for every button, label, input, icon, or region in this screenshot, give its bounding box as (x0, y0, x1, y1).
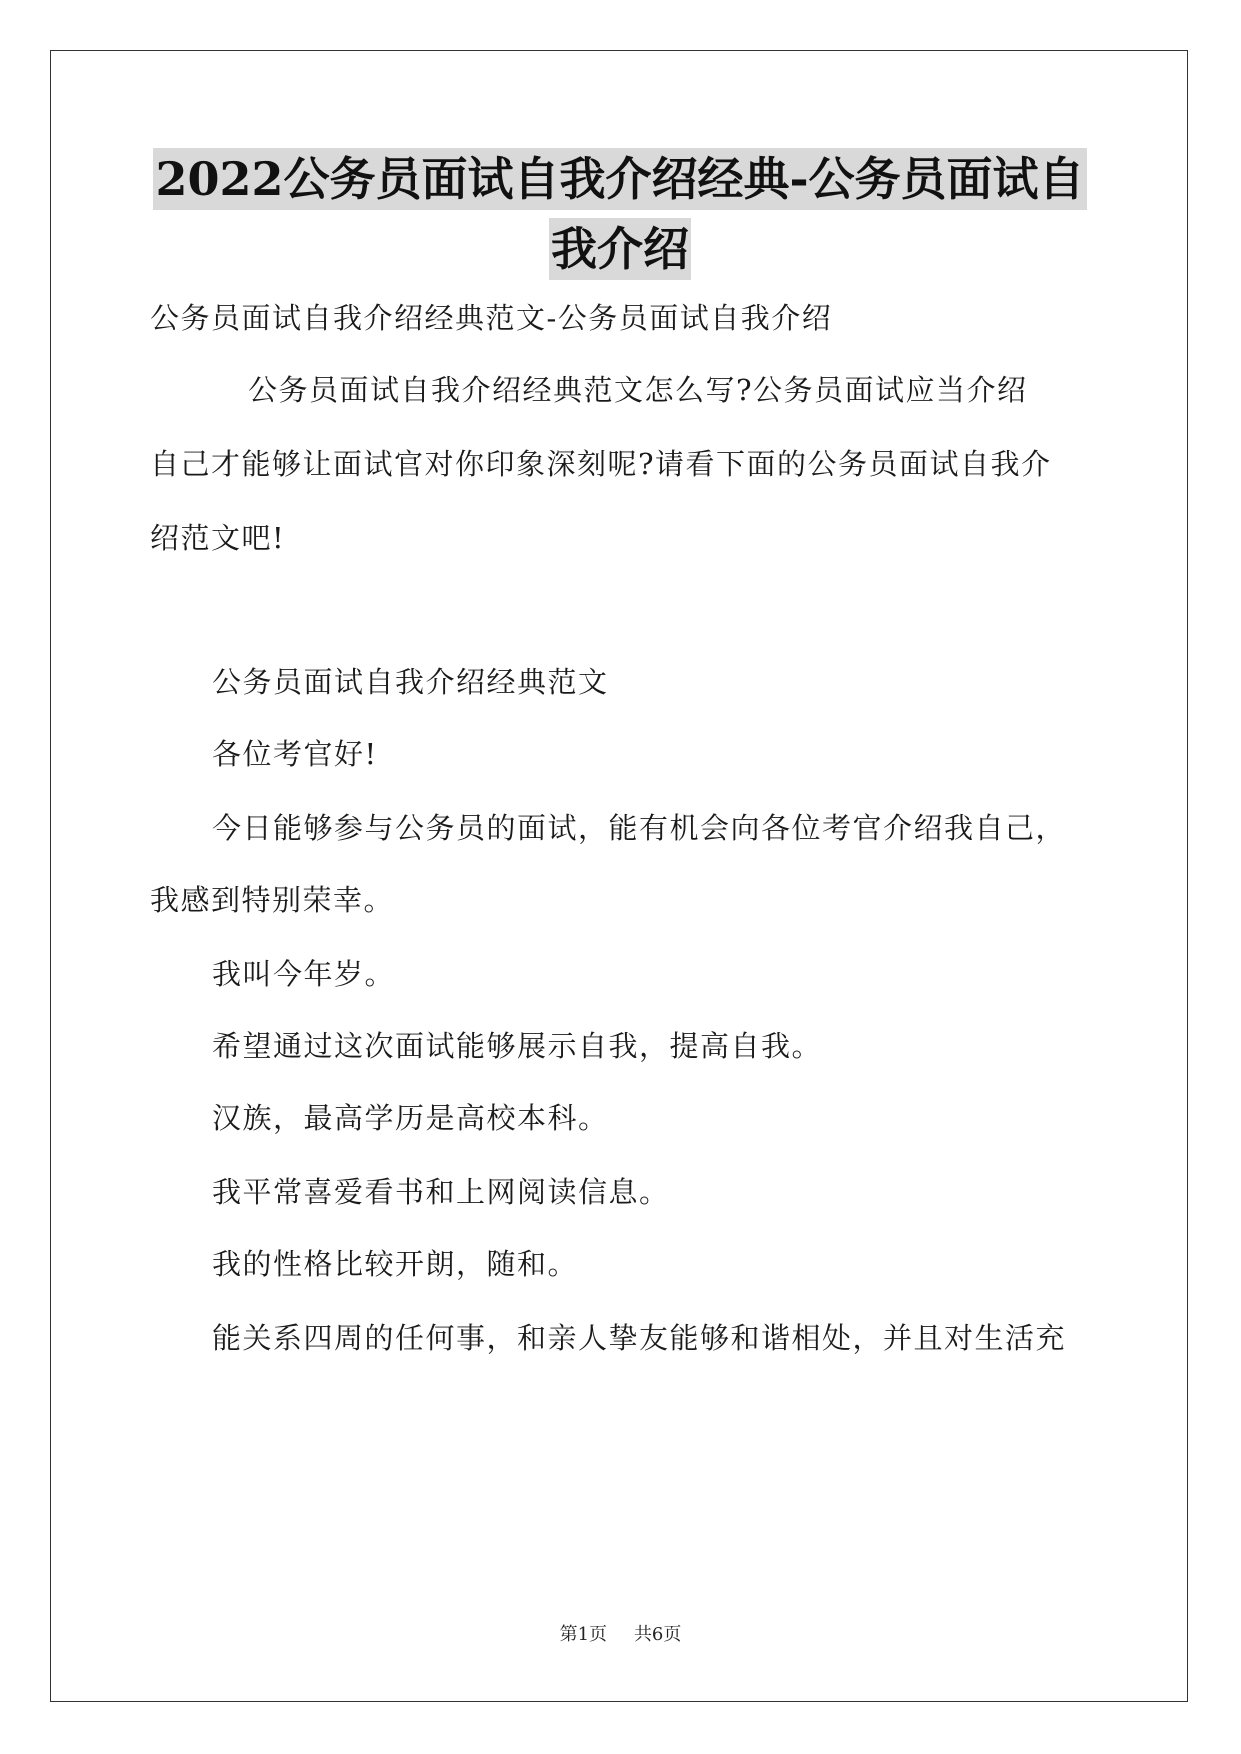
page-total: 共6页 (633, 1624, 682, 1645)
title-line-2: 我介绍 (549, 218, 691, 280)
page-number: 第1页 (559, 1624, 608, 1645)
paragraph-6: 我的性格比较开朗，随和。 (212, 1247, 579, 1281)
subtitle: 公务员面试自我介绍经典范文-公务员面试自我介绍 (150, 301, 833, 335)
greeting: 各位考官好! (212, 737, 378, 771)
page-footer (0, 1620, 1241, 1646)
body-heading: 公务员面试自我介绍经典范文 (212, 665, 609, 699)
paragraph-7: 能关系四周的任何事，和亲人挚友能够和谐相处，并且对生活充 (212, 1321, 1067, 1355)
intro-line-1: 公务员面试自我介绍经典范文怎么写?公务员面试应当介绍 (248, 373, 1028, 407)
intro-line-2: 自己才能够让面试官对你印象深刻呢?请看下面的公务员面试自我介 (150, 447, 1052, 481)
paragraph-2: 我叫今年岁。 (212, 957, 396, 991)
paragraph-1-line-1: 今日能够参与公务员的面试，能有机会向各位考官介绍我自己， (212, 811, 1067, 845)
document-title (150, 148, 1090, 280)
paragraph-4: 汉族，最高学历是高校本科。 (212, 1101, 609, 1135)
page-border (50, 50, 1188, 1702)
paragraph-1-line-2: 我感到特别荣幸。 (150, 883, 395, 917)
title-line-1: 2022公务员面试自我介绍经典-公务员面试自 (153, 148, 1086, 210)
paragraph-3: 希望通过这次面试能够展示自我，提高自我。 (212, 1029, 823, 1063)
paragraph-5: 我平常喜爱看书和上网阅读信息。 (212, 1175, 670, 1209)
intro-line-3: 绍范文吧! (150, 521, 286, 555)
